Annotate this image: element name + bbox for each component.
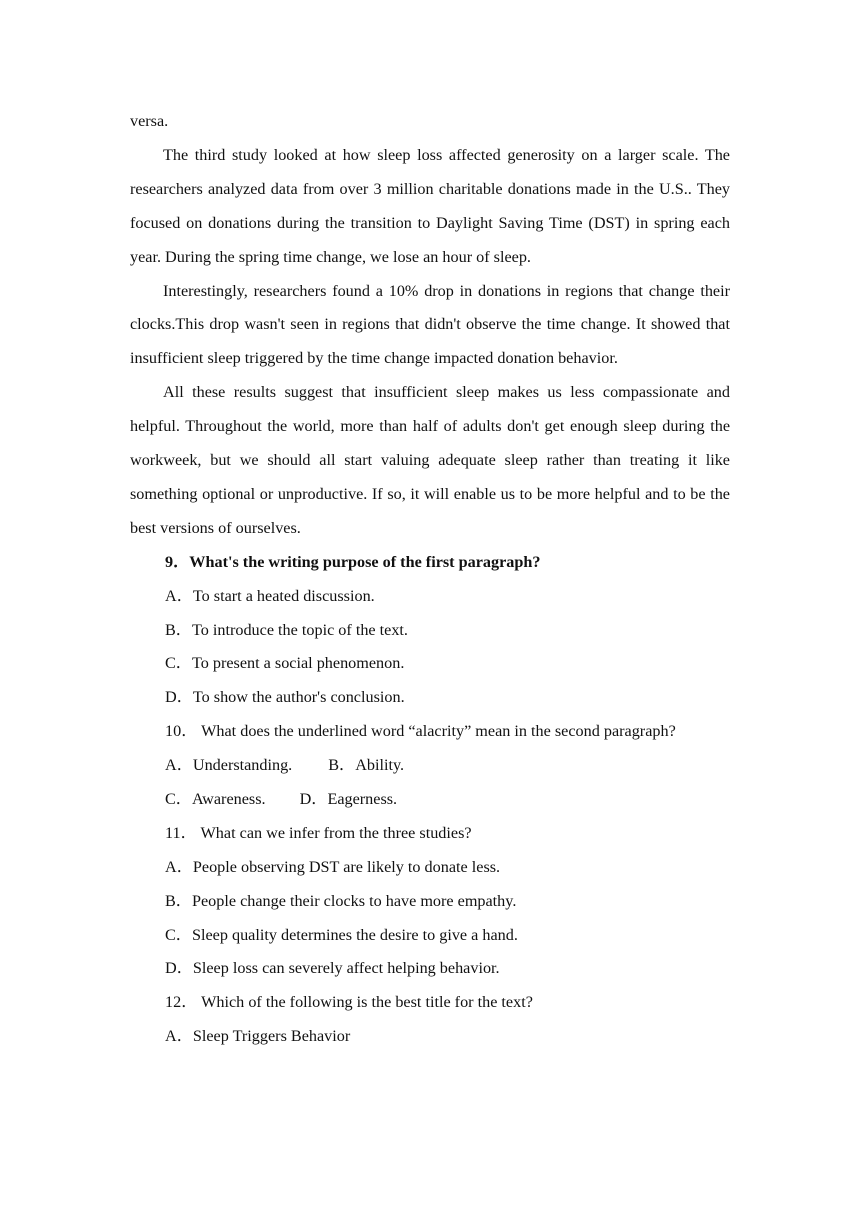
question-9-option-b: B．To introduce the topic of the text.: [165, 620, 408, 639]
question-11-option-a: A．People observing DST are likely to donate less.: [165, 857, 501, 876]
question-10-stem: 10． What does the underlined word “alacrity” mean in the second paragraph?: [165, 722, 676, 741]
question-11-stem: 11． What can we infer from the three studies?: [165, 823, 472, 842]
question-9-option-a: A．To start a heated discussion.: [165, 586, 375, 605]
question-11-option-c: C．Sleep quality determines the desire to give a hand.: [165, 925, 518, 944]
passage-paragraph-donation-drop: Interestingly, researchers found a 10% drop in donations in regions that change their clocks.This drop wasn't seen in regions that didn't observe the time change. It showed that insufficient sleep triggered by the time change impacted donation behavior.: [130, 281, 730, 368]
question-10-options-row-1: [130, 749, 730, 783]
question-11-option-d: D．Sleep loss can severely affect helping behavior.: [165, 959, 500, 978]
passage-paragraph-conclusion: All these results suggest that insufficient sleep makes us less compassionate and helpful. Throughout the world, more than half of adults don't get enough sleep during the workweek, but we should all start valuing adequate sleep rather than treating it like something optional or unproductive. If so, it will enable us to be more helpful and to be the best versions of ourselves.: [130, 383, 730, 537]
question-9-option-d: D．To show the author's conclusion.: [165, 688, 405, 707]
question-10-option-c: C．Awareness.: [165, 790, 266, 808]
question-11-option-b: B．People change their clocks to have more empathy.: [165, 891, 517, 910]
passage-paragraph-third-study: The third study looked at how sleep loss affected generosity on a larger scale. The researchers analyzed data from over 3 million charitable donations made in the U.S.. They focused on donations during the transition to Daylight Saving Time (DST) in spring each year. During the spring time change, we lose an hour of sleep.: [130, 145, 730, 266]
question-10-options-row-2: [130, 783, 730, 817]
question-10-option-d: D．Eagerness.: [299, 790, 398, 808]
passage-continuation: versa.: [130, 112, 169, 130]
document-page: [130, 105, 730, 1054]
question-9-option-c: C．To present a social phenomenon.: [165, 654, 405, 673]
question-12-option-a: A．Sleep Triggers Behavior: [165, 1027, 351, 1046]
question-10-option-b: B．Ability.: [328, 756, 405, 775]
question-12-stem: 12． Which of the following is the best title for the text?: [165, 993, 533, 1012]
question-10-option-a: A．Understanding.: [165, 756, 293, 775]
question-9-stem: 9．What's the writing purpose of the first paragraph?: [165, 552, 541, 571]
